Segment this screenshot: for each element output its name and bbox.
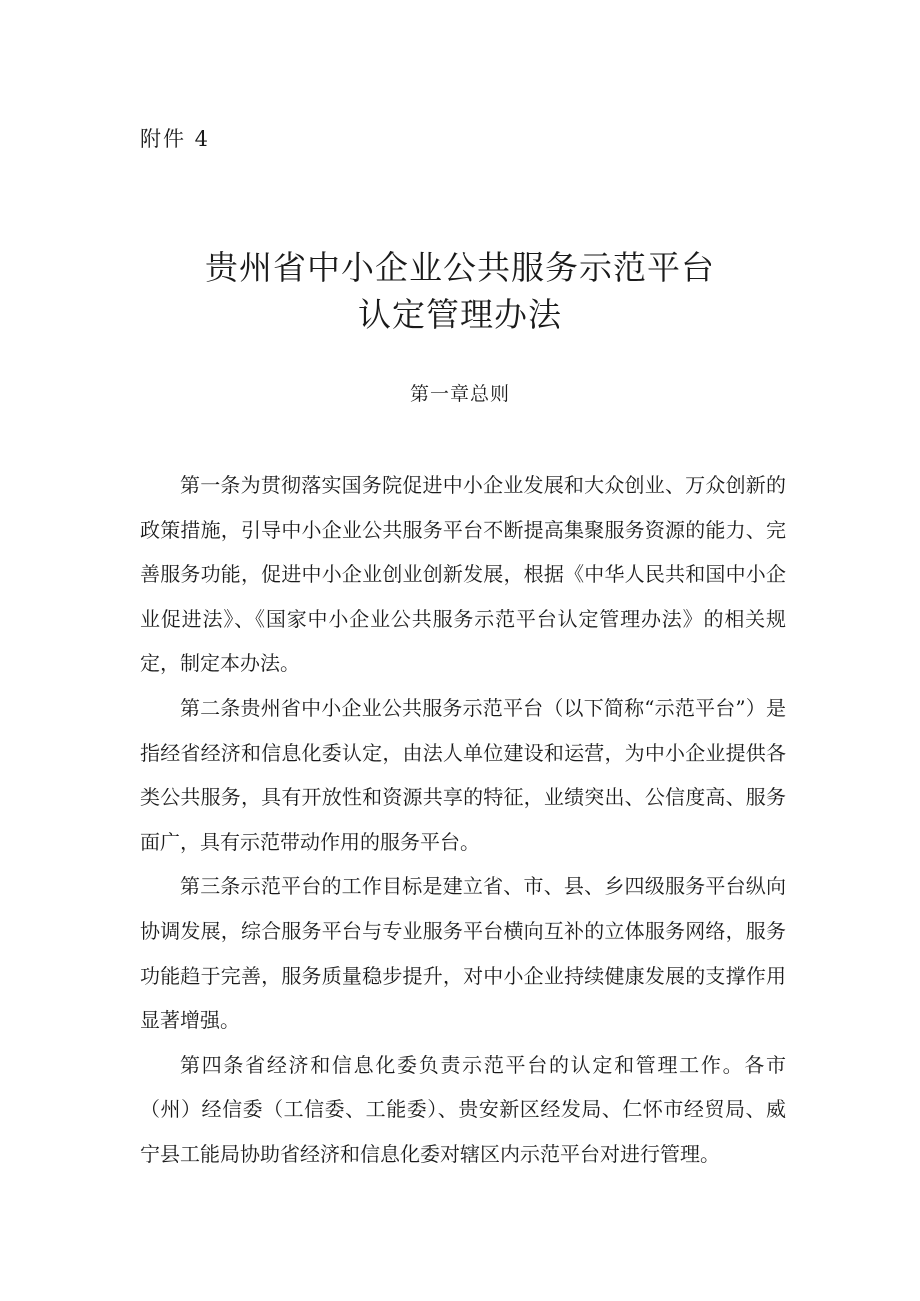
- document-title: [0, 244, 920, 338]
- title-line-2: 认定管理办法: [358, 295, 562, 334]
- article-2-paragraph: 第二条贵州省中小企业公共服务示范平台（以下简称“示范平台”）是指经省经济和信息化委认定，由法人单位建设和运营，为中小企业提供各类公共服务，具有开放性和资源共享的特征，业绩突出、公信度高、服务面广，具有示范带动作用的服务平台。: [140, 695, 786, 854]
- article-3-paragraph: 第三条示范平台的工作目标是建立省、市、县、乡四级服务平台纵向协调发展，综合服务平台与专业服务平台横向互补的立体服务网络，服务功能趋于完善，服务质量稳步提升，对中小企业持续健康发展的支撑作用显著增强。: [140, 874, 786, 1033]
- title-line-1: 贵州省中小企业公共服务示范平台: [205, 248, 715, 287]
- article-1-paragraph: 第一条为贯彻落实国务院促进中小企业发展和大众创业、万众创新的政策措施，引导中小企业公共服务平台不断提高集聚服务资源的能力、完善服务功能，促进中小企业创业创新发展，根据《中华人民共和国中小企业促进法》、《国家中小企业公共服务示范平台认定管理办法》的相关规定，制定本办法。: [140, 473, 786, 676]
- attachment-label: 附件 4: [140, 127, 211, 151]
- document-body: [140, 463, 786, 1177]
- article-4-paragraph: 第四条省经济和信息化委负责示范平台的认定和管理工作。各市（州）经信委（工信委、工能委）、贵安新区经发局、仁怀市经贸局、威宁县工能局协助省经济和信息化委对辖区内示范平台对进行管理。: [140, 1052, 786, 1166]
- chapter-heading: 第一章总则: [409, 383, 510, 405]
